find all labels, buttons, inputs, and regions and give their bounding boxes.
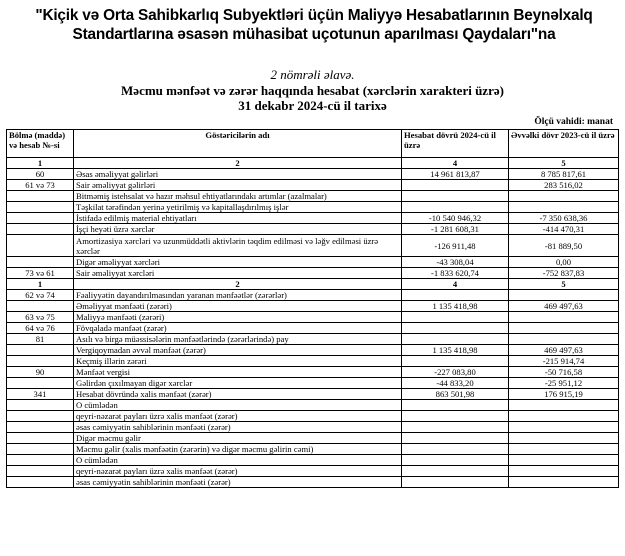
row-section-code (7, 213, 74, 224)
row-previous-value: -414 470,31 (509, 224, 619, 235)
table-row (7, 378, 619, 389)
table-header-row (7, 130, 619, 158)
row-section-code (7, 444, 74, 455)
row-section-code: 81 (7, 334, 74, 345)
row-indicator-name: Digər əməliyyat xərcləri (74, 257, 402, 268)
row-current-value (402, 444, 509, 455)
row-current-value: 863 501,98 (402, 389, 509, 400)
row-previous-value (509, 400, 619, 411)
row-current-value (402, 323, 509, 334)
row-indicator-name: Hesabat dövründə xalis mənfəət (zərər) (74, 389, 402, 400)
document-title (8, 6, 620, 44)
header-indicator: Göstəricilərin adı (74, 130, 402, 158)
row-section-code (7, 191, 74, 202)
row-indicator-name: Fəaliyyətin dayandırılmasından yaranan mənfəətlər (zərərlər) (74, 290, 402, 301)
row-indicator-name: İşçi heyəti üzrə xərclər (74, 224, 402, 235)
row-previous-value: -50 716,58 (509, 367, 619, 378)
row-indicator-name: əsas cəmiyyətin sahiblərinin mənfəəti (zərər) (74, 422, 402, 433)
header-current-period: Hesabat dövrü 2024-cü il üzrə (402, 130, 509, 158)
column-number-row (7, 279, 619, 290)
appendix-label: 2 nömrəli əlavə. (270, 67, 355, 82)
table-row (7, 290, 619, 301)
row-section-code (7, 224, 74, 235)
header-previous-period: Əvvəlki dövr 2023-cü il üzrə (509, 130, 619, 158)
row-indicator-name: Məcmu gəlir (xalis mənfəətin (zərərin) və digər məcmu gəlirin cəmi) (74, 444, 402, 455)
document-title-line-2: Standartlarına əsasən mühasibat uçotunun aparılması Qaydaları"na (72, 26, 556, 43)
column-number: 4 (402, 279, 509, 290)
row-current-value (402, 422, 509, 433)
row-current-value: -44 833,20 (402, 378, 509, 389)
table-row (7, 400, 619, 411)
row-previous-value (509, 290, 619, 301)
row-section-code: 62 və 74 (7, 290, 74, 301)
column-number: 4 (402, 158, 509, 169)
table-row (7, 224, 619, 235)
row-indicator-name: qeyri-nəzarət payları üzrə xalis mənfəət (zərər) (74, 411, 402, 422)
row-current-value: 14 961 813,87 (402, 169, 509, 180)
row-previous-value: -25 951,12 (509, 378, 619, 389)
table-row (7, 180, 619, 191)
row-current-value: 1 135 418,98 (402, 345, 509, 356)
row-section-code: 63 və 75 (7, 312, 74, 323)
document-title-line-1: "Kiçik və Orta Sahibkarlıq Subyektləri üçün Maliyyə Hesabatlarının Beynəlxalq (35, 7, 593, 24)
table-row (7, 235, 619, 257)
table-row (7, 323, 619, 334)
row-previous-value (509, 334, 619, 345)
header-section: Bölmə (maddə) və hesab №-si (7, 130, 74, 158)
table-row (7, 422, 619, 433)
row-previous-value: -81 889,50 (509, 235, 619, 257)
row-current-value (402, 466, 509, 477)
table-row (7, 191, 619, 202)
table-row (7, 367, 619, 378)
row-previous-value: 0,00 (509, 257, 619, 268)
row-previous-value (509, 191, 619, 202)
row-previous-value (509, 444, 619, 455)
row-indicator-name: qeyri-nəzarət payları üzrə xalis mənfəət (zərər) (74, 466, 402, 477)
table-row (7, 455, 619, 466)
row-indicator-name: Bitməmiş istehsalat və hazır məhsul ehtiyatlarındakı artımlar (azalmalar) (74, 191, 402, 202)
table-row (7, 312, 619, 323)
row-indicator-name: Vergiqoymadan əvvəl mənfəət (zərər) (74, 345, 402, 356)
table-row (7, 466, 619, 477)
row-current-value (402, 411, 509, 422)
row-section-code (7, 257, 74, 268)
row-current-value (402, 191, 509, 202)
row-section-code: 60 (7, 169, 74, 180)
report-subtitle (0, 83, 625, 113)
row-current-value: 1 135 418,98 (402, 301, 509, 312)
column-number: 1 (7, 158, 74, 169)
row-section-code (7, 422, 74, 433)
row-indicator-name: Əsas əməliyyat gəlirləri (74, 169, 402, 180)
table-row (7, 477, 619, 488)
row-current-value: -227 083,80 (402, 367, 509, 378)
row-previous-value (509, 466, 619, 477)
row-current-value: -126 911,48 (402, 235, 509, 257)
row-previous-value (509, 411, 619, 422)
row-section-code: 341 (7, 389, 74, 400)
row-current-value (402, 202, 509, 213)
row-indicator-name: Təşkilat tərəfindən yerinə yetirilmiş və kapitallaşdırılmış işlər (74, 202, 402, 213)
row-previous-value: 283 516,02 (509, 180, 619, 191)
row-indicator-name: İstifadə edilmiş material ehtiyatları (74, 213, 402, 224)
table-row (7, 356, 619, 367)
row-indicator-name: O cümlədən (74, 455, 402, 466)
row-current-value: -10 540 946,32 (402, 213, 509, 224)
row-indicator-name: O cümlədən (74, 400, 402, 411)
table-row (7, 433, 619, 444)
row-section-code (7, 411, 74, 422)
row-previous-value: 469 497,63 (509, 345, 619, 356)
row-previous-value (509, 433, 619, 444)
row-indicator-name: Sair əməliyyat xərcləri (74, 268, 402, 279)
row-section-code: 73 və 61 (7, 268, 74, 279)
row-section-code (7, 202, 74, 213)
row-current-value (402, 356, 509, 367)
row-section-code (7, 455, 74, 466)
column-number: 5 (509, 279, 619, 290)
table-row (7, 301, 619, 312)
row-indicator-name: Keçmiş illərin zərəri (74, 356, 402, 367)
row-section-code (7, 466, 74, 477)
table-row (7, 345, 619, 356)
table-row (7, 268, 619, 279)
report-subtitle-line-1: Məcmu mənfəət və zərər haqqında hesabat (xərclərin xarakteri üzrə) (121, 83, 504, 98)
row-current-value: -43 308,04 (402, 257, 509, 268)
column-number: 1 (7, 279, 74, 290)
table-row (7, 389, 619, 400)
row-current-value: -1 281 608,31 (402, 224, 509, 235)
table-row (7, 213, 619, 224)
row-indicator-name: Mənfəət vergisi (74, 367, 402, 378)
table-row (7, 334, 619, 345)
row-section-code (7, 400, 74, 411)
row-previous-value: 176 915,19 (509, 389, 619, 400)
column-number: 2 (74, 158, 402, 169)
table-row (7, 411, 619, 422)
row-previous-value (509, 477, 619, 488)
row-indicator-name: Asılı və birgə müəssisələrin mənfəətlərində (zərərlərində) pay (74, 334, 402, 345)
row-indicator-name: Fövqəladə mənfəət (zərər) (74, 323, 402, 334)
income-statement-table (6, 129, 619, 488)
row-current-value (402, 400, 509, 411)
row-section-code: 90 (7, 367, 74, 378)
row-section-code (7, 477, 74, 488)
row-indicator-name: Əməliyyat mənfəəti (zərəri) (74, 301, 402, 312)
row-indicator-name: Digər məcmu gəlir (74, 433, 402, 444)
row-current-value (402, 433, 509, 444)
row-current-value (402, 312, 509, 323)
row-indicator-name: Gəlirdən çıxılmayan digər xərclər (74, 378, 402, 389)
column-number-row (7, 158, 619, 169)
table-row (7, 169, 619, 180)
row-current-value (402, 334, 509, 345)
row-previous-value (509, 202, 619, 213)
column-number: 5 (509, 158, 619, 169)
row-previous-value: -215 914,74 (509, 356, 619, 367)
row-previous-value: -7 350 638,36 (509, 213, 619, 224)
row-current-value (402, 180, 509, 191)
table-body (7, 130, 619, 488)
row-indicator-name: əsas cəmiyyətin sahiblərinin mənfəəti (zərər) (74, 477, 402, 488)
row-previous-value (509, 323, 619, 334)
row-indicator-name: Maliyyə mənfəəti (zərəri) (74, 312, 402, 323)
row-section-code (7, 356, 74, 367)
row-section-code (7, 345, 74, 356)
row-current-value: -1 833 620,74 (402, 268, 509, 279)
table-row (7, 444, 619, 455)
row-current-value (402, 477, 509, 488)
row-current-value (402, 455, 509, 466)
row-indicator-name: Sair əməliyyat gəlirləri (74, 180, 402, 191)
row-current-value (402, 290, 509, 301)
row-previous-value: 469 497,63 (509, 301, 619, 312)
row-section-code (7, 301, 74, 312)
row-previous-value (509, 455, 619, 466)
row-previous-value: -752 837,83 (509, 268, 619, 279)
row-indicator-name: Amortizasiya xərcləri və uzunmüddətli aktivlərin təqdim edilməsi və ləğv edilməsi üzrə xərclər (74, 235, 402, 257)
row-section-code (7, 235, 74, 257)
row-section-code: 64 və 76 (7, 323, 74, 334)
row-previous-value: 8 785 817,61 (509, 169, 619, 180)
table-row (7, 202, 619, 213)
row-previous-value (509, 312, 619, 323)
row-section-code (7, 378, 74, 389)
table-row (7, 257, 619, 268)
row-section-code (7, 433, 74, 444)
unit-label: Ölçü vahidi: manat (534, 117, 613, 127)
row-section-code: 61 və 73 (7, 180, 74, 191)
column-number: 2 (74, 279, 402, 290)
row-previous-value (509, 422, 619, 433)
report-subtitle-line-2: 31 dekabr 2024-cü il tarixə (238, 98, 387, 113)
